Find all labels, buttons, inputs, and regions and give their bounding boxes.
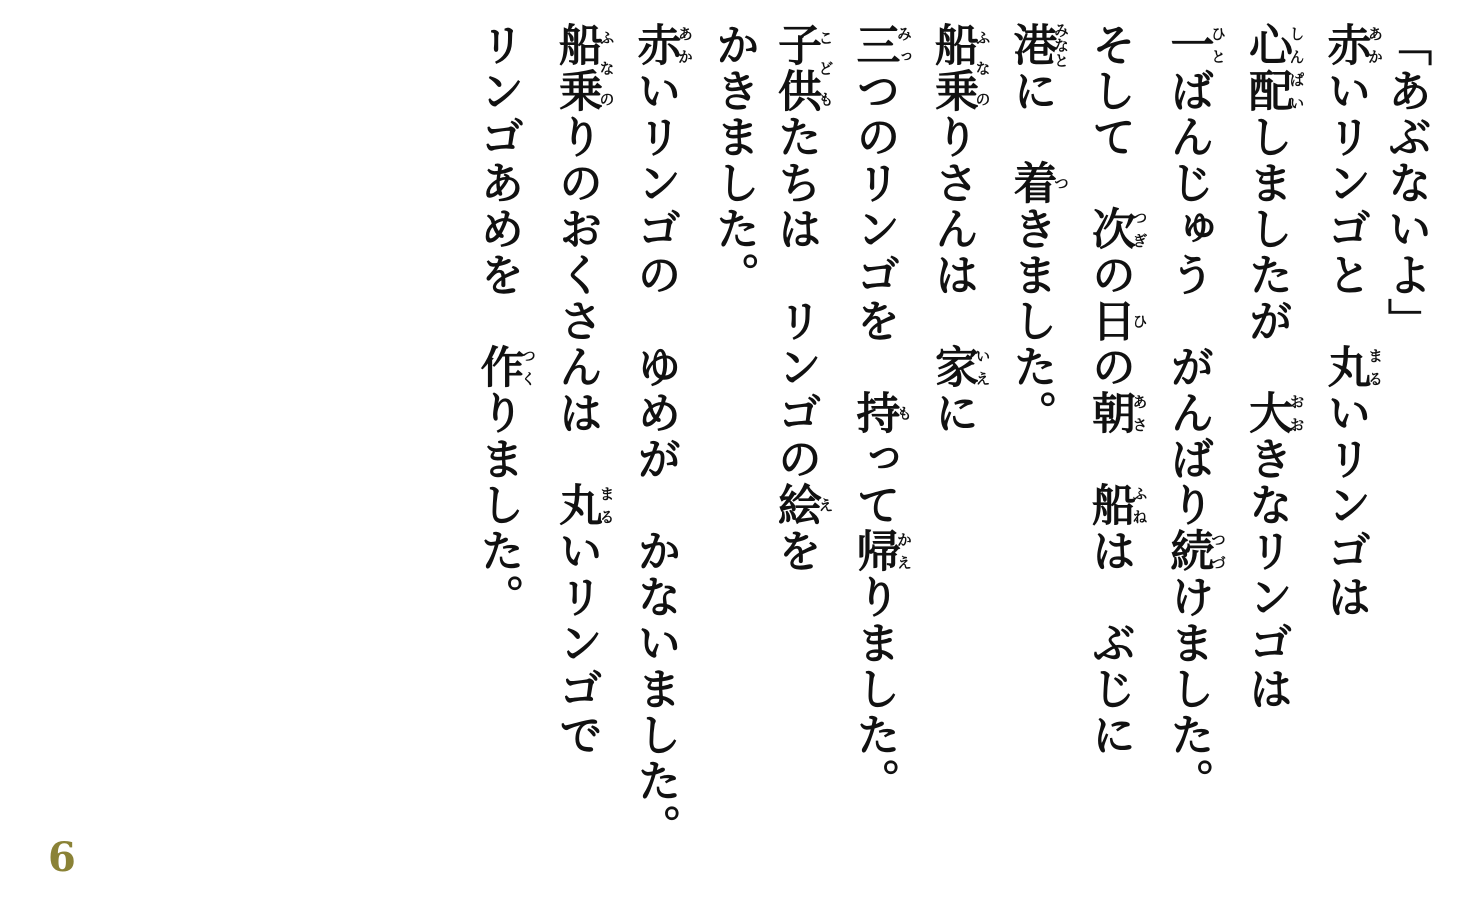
furigana: みなと <box>1052 22 1070 68</box>
text-line-7: 船乗ふなのりさんは 家いえに <box>927 22 992 436</box>
furigana: あか <box>676 22 694 68</box>
furigana: ひ <box>1130 298 1149 344</box>
wide-space <box>930 298 974 344</box>
ruby-shinpai: 心配しんぱい <box>1241 22 1306 114</box>
furigana: しんぱい <box>1287 22 1306 114</box>
ruby-tsugi: 次つぎ <box>1084 206 1149 252</box>
wide-space <box>1087 436 1131 482</box>
text-line-11: 赤あかいリンゴの ゆめが かないました。 <box>629 22 694 850</box>
wide-space <box>476 298 520 344</box>
furigana: みっ <box>895 22 913 68</box>
ruby-aka: 赤あか <box>1319 22 1384 68</box>
ruby-minato: 港みなと <box>1005 22 1070 68</box>
ruby-tsu: 着つ <box>1005 160 1070 206</box>
furigana: まる <box>1366 344 1384 390</box>
wide-space <box>633 298 677 344</box>
line-1-content: 「あぶないよ」 <box>1380 22 1431 344</box>
ruby-maru-2: 丸まる <box>551 482 616 528</box>
ruby-fune: 船ふね <box>1084 482 1149 528</box>
furigana: ふなの <box>973 22 992 114</box>
ruby-tsuku: 作つく <box>472 344 537 390</box>
furigana: ふね <box>1130 482 1149 528</box>
wide-space <box>1087 160 1131 206</box>
ruby-kodomo: 子供こども <box>770 22 835 114</box>
furigana: あか <box>1366 22 1384 68</box>
text-line-10 <box>708 22 759 852</box>
furigana: あさ <box>1130 390 1149 436</box>
ruby-funano-2: 船乗ふなの <box>551 22 616 114</box>
wide-space <box>633 482 677 528</box>
text-line-2: 赤あかいリンゴと 丸まるいリンゴは <box>1319 22 1384 620</box>
wide-space <box>554 436 598 482</box>
furigana: つぎ <box>1130 206 1149 252</box>
line-10-content: かきました。 <box>708 22 759 298</box>
wide-space <box>1166 298 1210 344</box>
furigana: ふなの <box>597 22 616 114</box>
text-line-4: 一ひとばんじゅう がんばり続つづけました。 <box>1162 22 1227 804</box>
vertical-text-body <box>458 22 1431 852</box>
ruby-oo: 大おお <box>1241 390 1306 436</box>
text-line-12: 船乗ふなのりのおくさんは 丸まるいリンゴで <box>551 22 616 758</box>
wide-space <box>1244 344 1288 390</box>
furigana: おお <box>1287 390 1306 436</box>
furigana: え <box>816 482 835 528</box>
ruby-mitsu: 三みっ <box>848 22 913 68</box>
text-line-3: 心配しんぱいしましたが 大おおきなリンゴは <box>1241 22 1306 712</box>
text-line-13: リンゴあめを 作つくりました。 <box>472 22 537 620</box>
wide-space <box>773 252 817 298</box>
text-line-6: 港みなとに 着つきました。 <box>1005 22 1070 436</box>
text-line-9: 子供こどもたちは リンゴの絵えを <box>770 22 835 574</box>
ruby-asa: 朝あさ <box>1084 390 1149 436</box>
furigana: つ <box>1052 160 1070 206</box>
page-number: 6 <box>48 834 76 881</box>
ruby-kae: 帰かえ <box>848 528 913 574</box>
text-line-8: 三みっつのリンゴを 持もって帰かえりました。 <box>848 22 913 804</box>
text-line-1 <box>1380 22 1431 852</box>
text-line-5: そして 次つぎの日ひの朝あさ 船ふねは ぶじに <box>1084 22 1149 758</box>
ruby-e: 絵え <box>770 482 835 528</box>
ruby-mo: 持も <box>848 390 913 436</box>
wide-space <box>852 344 896 390</box>
ruby-tsuzu: 続つづ <box>1162 528 1227 574</box>
ruby-maru: 丸まる <box>1319 344 1384 390</box>
furigana: ひと <box>1209 22 1227 68</box>
furigana: つく <box>519 344 537 390</box>
furigana: こども <box>816 22 835 114</box>
wide-space <box>1087 574 1131 620</box>
ruby-funano: 船乗ふなの <box>927 22 992 114</box>
ruby-hi: 日ひ <box>1084 298 1149 344</box>
furigana: まる <box>597 482 616 528</box>
wide-space <box>1323 298 1367 344</box>
ruby-aka-2: 赤あか <box>629 22 694 68</box>
wide-space <box>1009 114 1053 160</box>
furigana: かえ <box>895 528 913 574</box>
furigana: いえ <box>973 344 992 390</box>
furigana: つづ <box>1209 528 1227 574</box>
ruby-ie: 家いえ <box>927 344 992 390</box>
furigana: も <box>895 390 913 436</box>
ruby-hito: 一ひと <box>1162 22 1227 68</box>
